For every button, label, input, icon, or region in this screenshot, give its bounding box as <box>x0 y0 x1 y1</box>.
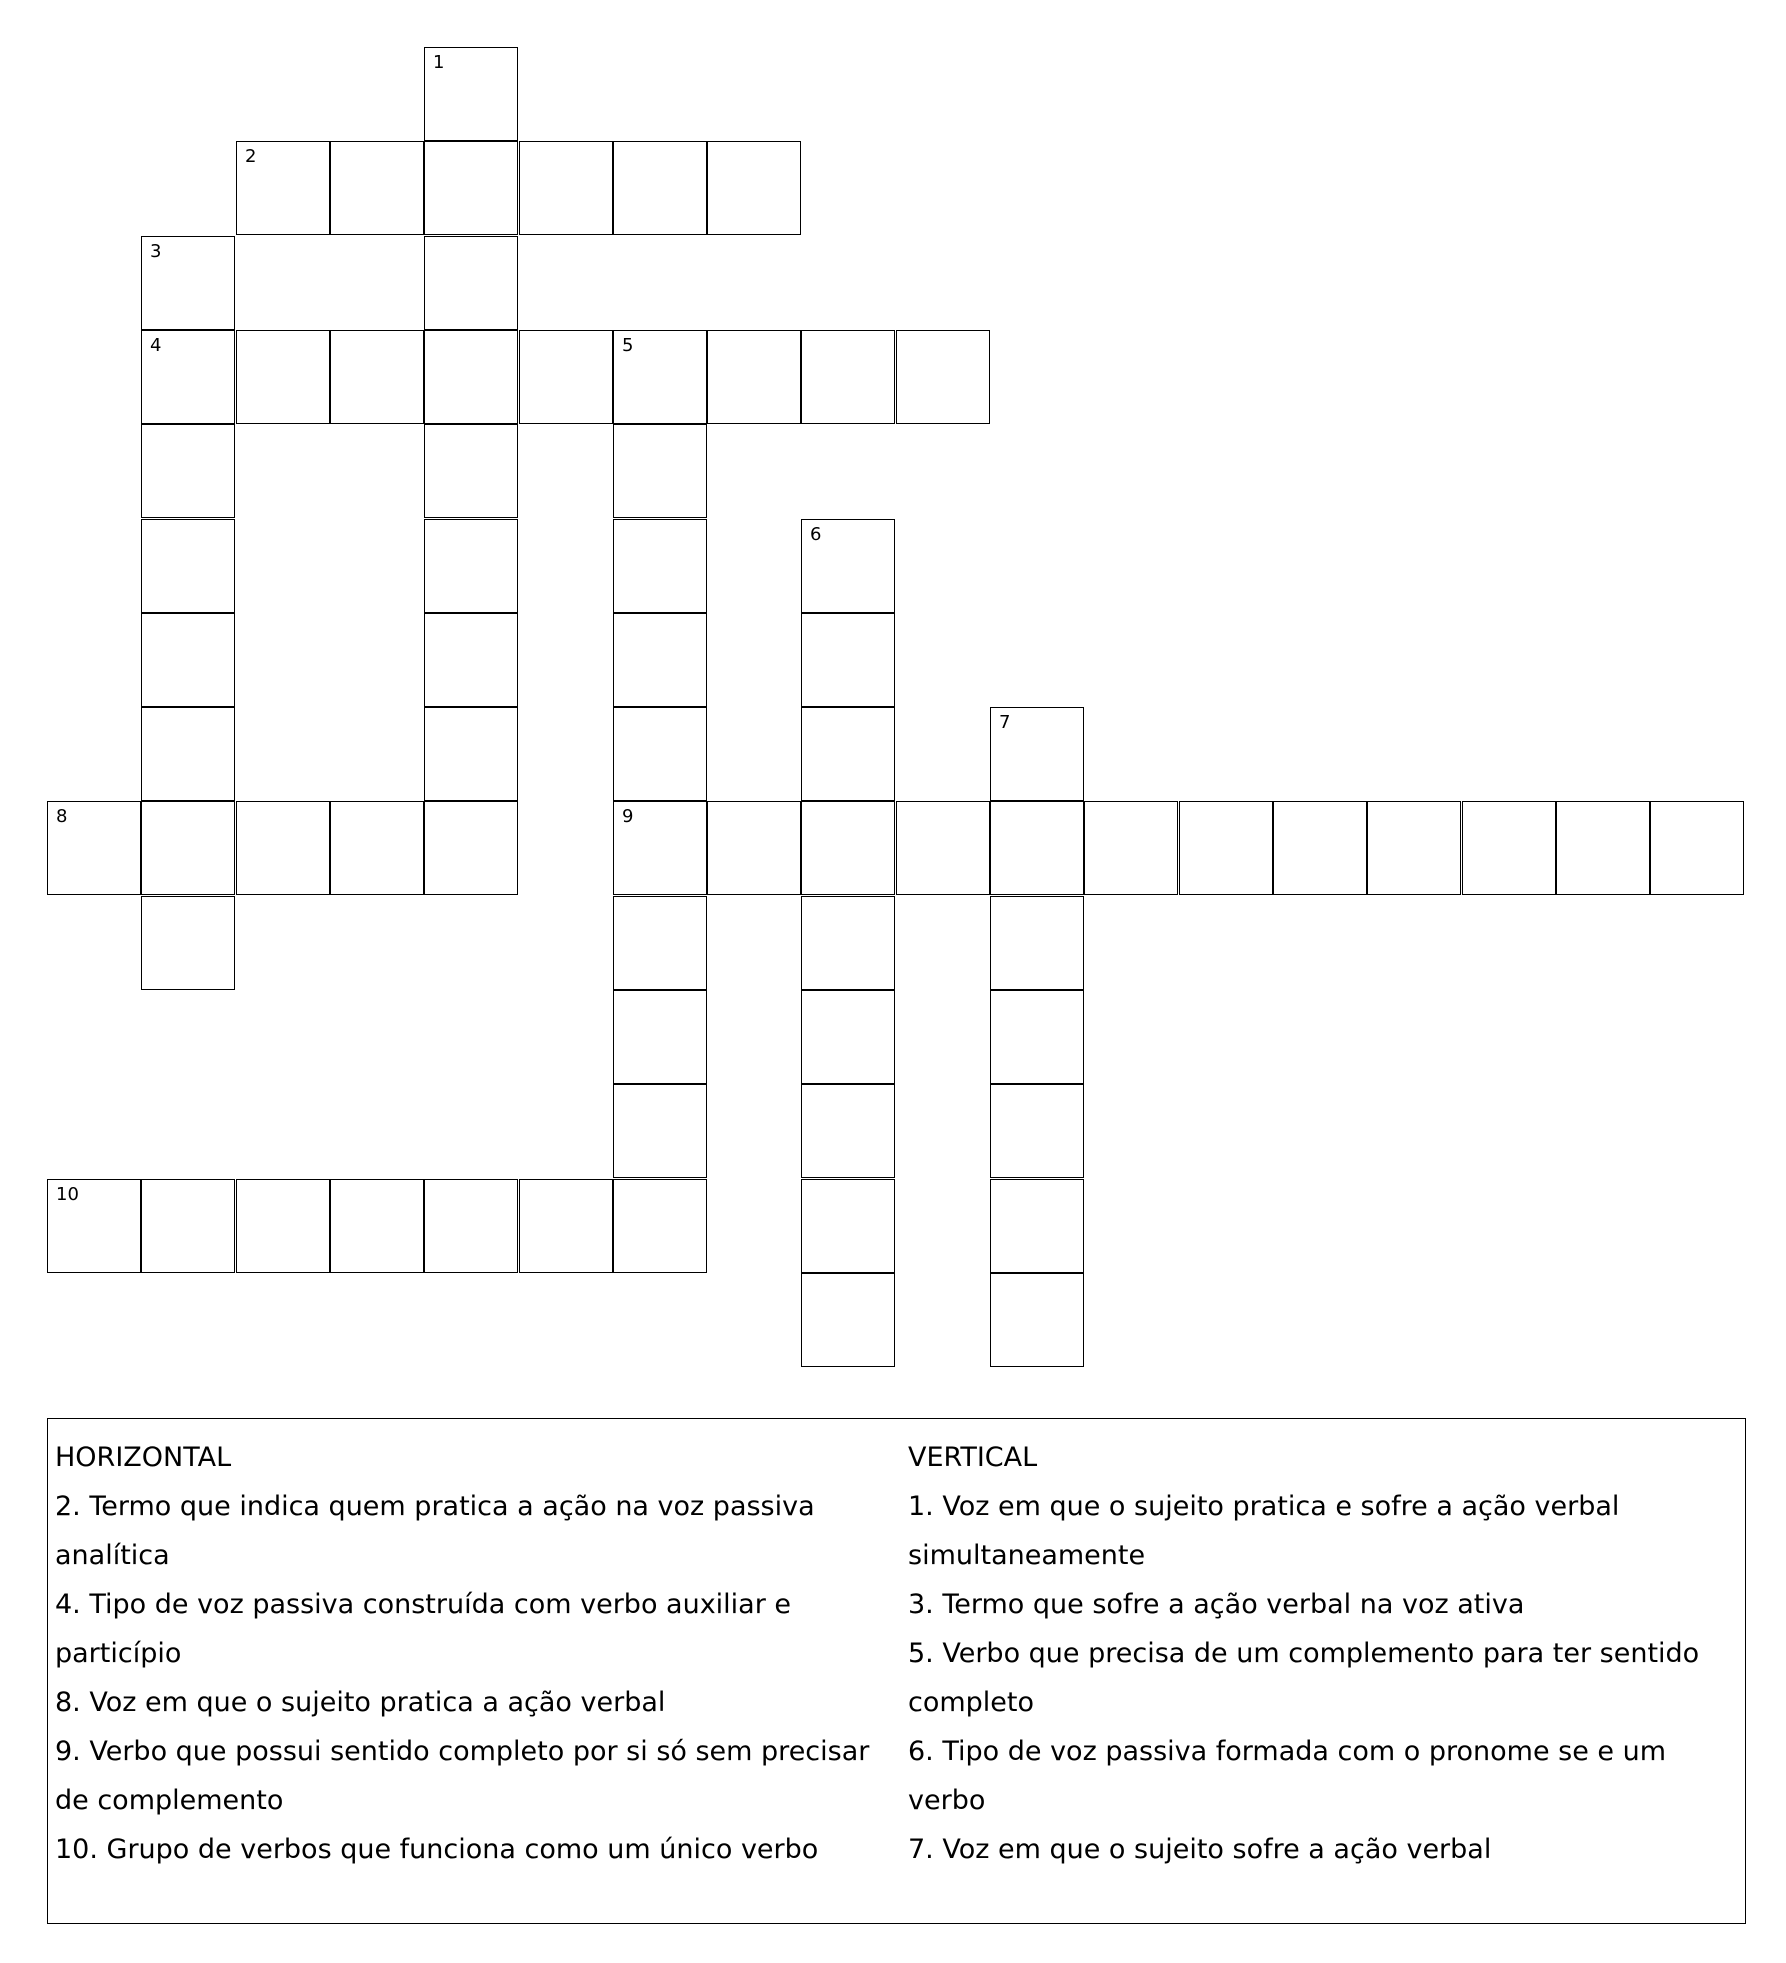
grid-cell[interactable] <box>424 141 518 235</box>
grid-cell[interactable] <box>47 801 141 895</box>
grid-cell[interactable] <box>801 707 895 801</box>
grid-cell[interactable] <box>707 330 801 424</box>
grid-cell[interactable] <box>990 1179 1084 1273</box>
vertical-clue-6: 6. Tipo de voz passiva formada com o pronome se e um verbo <box>908 1736 1667 1816</box>
clue-number: 9 <box>622 806 634 827</box>
grid-cell[interactable] <box>519 330 613 424</box>
vertical-clues <box>908 1433 1738 1874</box>
grid-cell[interactable] <box>236 330 330 424</box>
grid-cell[interactable] <box>990 801 1084 895</box>
grid-cell[interactable] <box>141 896 235 990</box>
horizontal-clue-8: 8. Voz em que o sujeito pratica a ação verbal <box>55 1687 666 1718</box>
horizontal-clue-2: 2. Termo que indica quem pratica a ação na voz passiva analítica <box>55 1491 815 1571</box>
grid-cell[interactable] <box>519 1179 613 1273</box>
grid-cell[interactable] <box>801 330 895 424</box>
clue-number: 4 <box>150 335 162 356</box>
clue-box <box>47 1418 1746 1924</box>
grid-cell[interactable] <box>1273 801 1367 895</box>
grid-cell[interactable] <box>801 1273 895 1367</box>
grid-cell[interactable] <box>613 1179 707 1273</box>
grid-cell[interactable] <box>990 896 1084 990</box>
vertical-clue-7: 7. Voz em que o sujeito sofre a ação verbal <box>908 1834 1492 1865</box>
vertical-clue-5: 5. Verbo que precisa de um complemento para ter sentido completo <box>908 1638 1700 1718</box>
grid-cell[interactable] <box>1462 801 1556 895</box>
grid-cell[interactable] <box>801 1084 895 1178</box>
grid-cell[interactable] <box>896 801 990 895</box>
clue-number: 7 <box>999 712 1011 733</box>
grid-cell[interactable] <box>424 613 518 707</box>
grid-cell[interactable] <box>801 519 895 613</box>
grid-cell[interactable] <box>801 613 895 707</box>
grid-cell[interactable] <box>801 801 895 895</box>
grid-cell[interactable] <box>896 330 990 424</box>
grid-cell[interactable] <box>424 330 518 424</box>
grid-cell[interactable] <box>236 1179 330 1273</box>
horizontal-heading: HORIZONTAL <box>55 1442 232 1473</box>
grid-cell[interactable] <box>990 1273 1084 1367</box>
grid-cell[interactable] <box>141 236 235 330</box>
grid-cell[interactable] <box>47 1179 141 1273</box>
grid-cell[interactable] <box>613 1084 707 1178</box>
grid-cell[interactable] <box>613 707 707 801</box>
clue-number: 8 <box>56 806 68 827</box>
grid-cell[interactable] <box>613 424 707 518</box>
horizontal-clues <box>55 1433 875 1874</box>
clue-number: 1 <box>433 52 445 73</box>
grid-cell[interactable] <box>990 990 1084 1084</box>
vertical-clue-3: 3. Termo que sofre a ação verbal na voz ativa <box>908 1589 1525 1620</box>
clue-number: 5 <box>622 335 634 356</box>
grid-cell[interactable] <box>613 896 707 990</box>
grid-cell[interactable] <box>1179 801 1273 895</box>
grid-cell[interactable] <box>1650 801 1744 895</box>
clue-number: 10 <box>56 1184 79 1205</box>
grid-cell[interactable] <box>424 519 518 613</box>
grid-cell[interactable] <box>707 801 801 895</box>
horizontal-clue-10: 10. Grupo de verbos que funciona como um único verbo <box>55 1834 819 1865</box>
grid-cell[interactable] <box>613 801 707 895</box>
grid-cell[interactable] <box>707 141 801 235</box>
grid-cell[interactable] <box>141 707 235 801</box>
grid-cell[interactable] <box>141 801 235 895</box>
grid-cell[interactable] <box>613 330 707 424</box>
horizontal-clue-4: 4. Tipo de voz passiva construída com verbo auxiliar e particípio <box>55 1589 792 1669</box>
grid-cell[interactable] <box>330 141 424 235</box>
grid-cell[interactable] <box>990 707 1084 801</box>
grid-cell[interactable] <box>141 330 235 424</box>
grid-cell[interactable] <box>424 47 518 141</box>
grid-cell[interactable] <box>141 613 235 707</box>
grid-cell[interactable] <box>330 801 424 895</box>
grid-cell[interactable] <box>236 141 330 235</box>
grid-cell[interactable] <box>613 990 707 1084</box>
grid-cell[interactable] <box>613 613 707 707</box>
grid-cell[interactable] <box>330 330 424 424</box>
grid-cell[interactable] <box>424 707 518 801</box>
grid-cell[interactable] <box>424 424 518 518</box>
grid-cell[interactable] <box>1084 801 1178 895</box>
grid-cell[interactable] <box>990 1084 1084 1178</box>
grid-cell[interactable] <box>801 990 895 1084</box>
grid-cell[interactable] <box>424 236 518 330</box>
grid-cell[interactable] <box>141 519 235 613</box>
grid-cell[interactable] <box>613 519 707 613</box>
grid-cell[interactable] <box>613 141 707 235</box>
horizontal-clue-9: 9. Verbo que possui sentido completo por si só sem precisar de complemento <box>55 1736 870 1816</box>
vertical-clue-1: 1. Voz em que o sujeito pratica e sofre a ação verbal simultaneamente <box>908 1491 1620 1571</box>
clue-number: 2 <box>245 146 257 167</box>
clue-number: 6 <box>810 524 822 545</box>
grid-cell[interactable] <box>424 801 518 895</box>
grid-cell[interactable] <box>1556 801 1650 895</box>
grid-cell[interactable] <box>424 1179 518 1273</box>
grid-cell[interactable] <box>519 141 613 235</box>
grid-cell[interactable] <box>141 424 235 518</box>
vertical-heading: VERTICAL <box>908 1442 1038 1473</box>
grid-cell[interactable] <box>236 801 330 895</box>
grid-cell[interactable] <box>801 896 895 990</box>
grid-cell[interactable] <box>330 1179 424 1273</box>
grid-cell[interactable] <box>801 1179 895 1273</box>
clue-number: 3 <box>150 241 162 262</box>
grid-cell[interactable] <box>1367 801 1461 895</box>
grid-cell[interactable] <box>141 1179 235 1273</box>
